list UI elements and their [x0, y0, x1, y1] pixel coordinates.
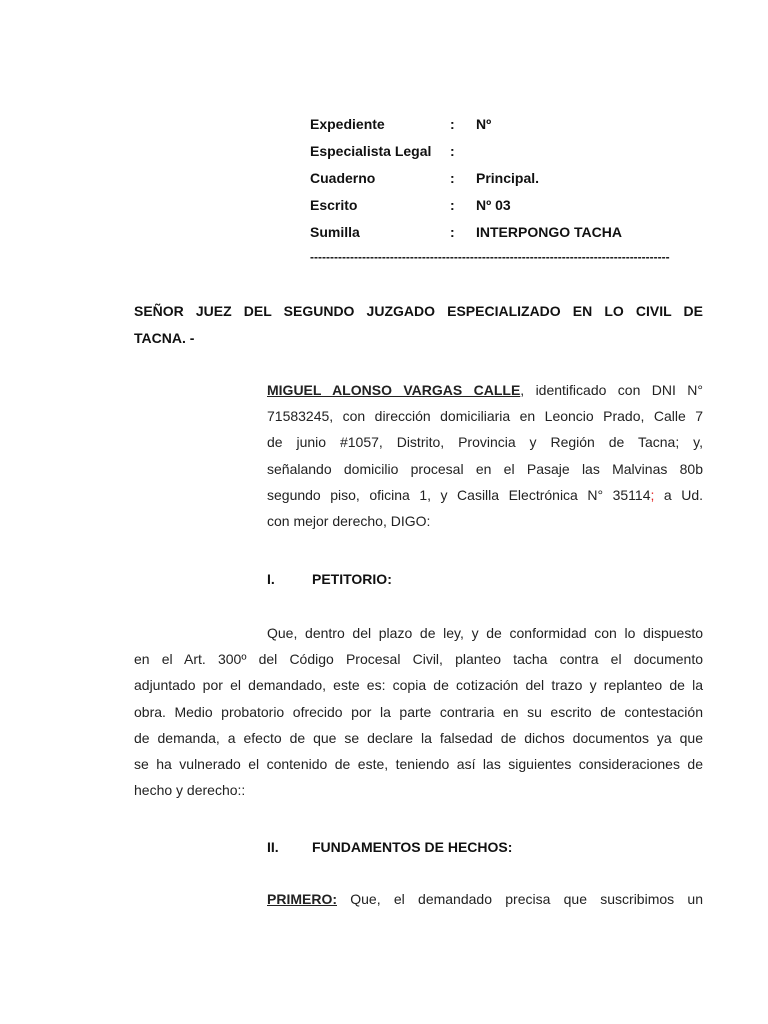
- intro-line-5-red: ;: [650, 486, 655, 503]
- header-row-sumilla: [310, 222, 702, 249]
- header-row-expediente: [310, 114, 702, 141]
- header-colon: :: [450, 170, 455, 186]
- header-value: Nº 03: [476, 197, 511, 213]
- header-row-cuaderno: [310, 168, 702, 195]
- header-colon: :: [450, 197, 455, 213]
- header-key: Sumilla: [310, 224, 360, 240]
- header-row-escrito: [310, 195, 702, 222]
- petitorio-paragraph: [134, 620, 703, 803]
- primero-text: Que, el demandado precisa que suscribimos un: [337, 891, 703, 907]
- petitorio-line: [134, 620, 703, 646]
- section-number: I.: [267, 571, 275, 587]
- section-title: FUNDAMENTOS DE HECHOS:: [312, 839, 513, 855]
- petitorio-line: adjuntado por el demandado, este es: copia de cotización del trazo y replanteo de la: [134, 677, 703, 694]
- section-title: PETITORIO:: [312, 571, 392, 587]
- header-key: Escrito: [310, 197, 358, 213]
- intro-line: señalando domicilio procesal en el Pasaje las Malvinas 80b: [267, 460, 703, 477]
- petitorio-line: en el Art. 300º del Código Procesal Civil, planteo tacha contra el documento: [134, 651, 703, 668]
- petitorio-line: obra. Medio probatorio ofrecido por la parte contraria en su escrito de contestación: [134, 703, 703, 720]
- petitorio-line-1-text: Que, dentro del plazo de ley, y de conformidad con lo dispuesto: [267, 625, 703, 641]
- header-value: Principal.: [476, 170, 540, 186]
- petitorio-line: de demanda, a efecto de que se declare la falsedad de dichos documentos ya que: [134, 729, 703, 746]
- petitioner-name: MIGUEL ALONSO VARGAS CALLE: [267, 382, 521, 398]
- header-key: Expediente: [310, 116, 385, 132]
- header-key: Especialista Legal: [310, 143, 432, 159]
- header-dashed-rule: ------------------------------------------------------------------------------------------: [310, 250, 670, 264]
- intro-paragraph: [267, 377, 703, 534]
- addressee-line-1: SEÑOR JUEZ DEL SEGUNDO JUZGADO ESPECIALIZADO EN LO CIVIL DE: [134, 303, 703, 319]
- header-colon: :: [450, 116, 455, 132]
- primero-paragraph: [267, 886, 703, 912]
- section-number: II.: [267, 839, 279, 855]
- case-header: [310, 114, 702, 249]
- intro-line-5-b: a Ud.: [654, 486, 703, 503]
- header-value: INTERPONGO TACHA: [476, 224, 622, 240]
- header-row-especialista: [310, 141, 702, 168]
- primero-label: PRIMERO:: [267, 891, 337, 907]
- intro-line: 71583245, con dirección domiciliaria en Leoncio Prado, Calle 7: [267, 408, 703, 425]
- header-colon: :: [450, 143, 455, 159]
- addressee-line-2: TACNA. -: [134, 330, 195, 346]
- petitorio-line: hecho y derecho::: [134, 782, 246, 799]
- intro-line-1-rest: , identificado con DNI N°: [520, 382, 703, 398]
- intro-line-5-a: segundo piso, oficina 1, y Casilla Electrónica N° 35114: [267, 486, 651, 503]
- intro-line: de junio #1057, Distrito, Provincia y Región de Tacna; y,: [267, 434, 703, 451]
- primero-line: [267, 886, 703, 912]
- addressee: [134, 298, 703, 352]
- header-value: Nº: [476, 116, 492, 132]
- intro-line: [267, 377, 703, 403]
- intro-line: con mejor derecho, DIGO:: [267, 513, 431, 530]
- header-colon: :: [450, 224, 455, 240]
- intro-line: [267, 482, 703, 508]
- header-key: Cuaderno: [310, 170, 376, 186]
- petitorio-line: se ha vulnerado el contenido de este, teniendo así las siguientes consideraciones de: [134, 756, 703, 773]
